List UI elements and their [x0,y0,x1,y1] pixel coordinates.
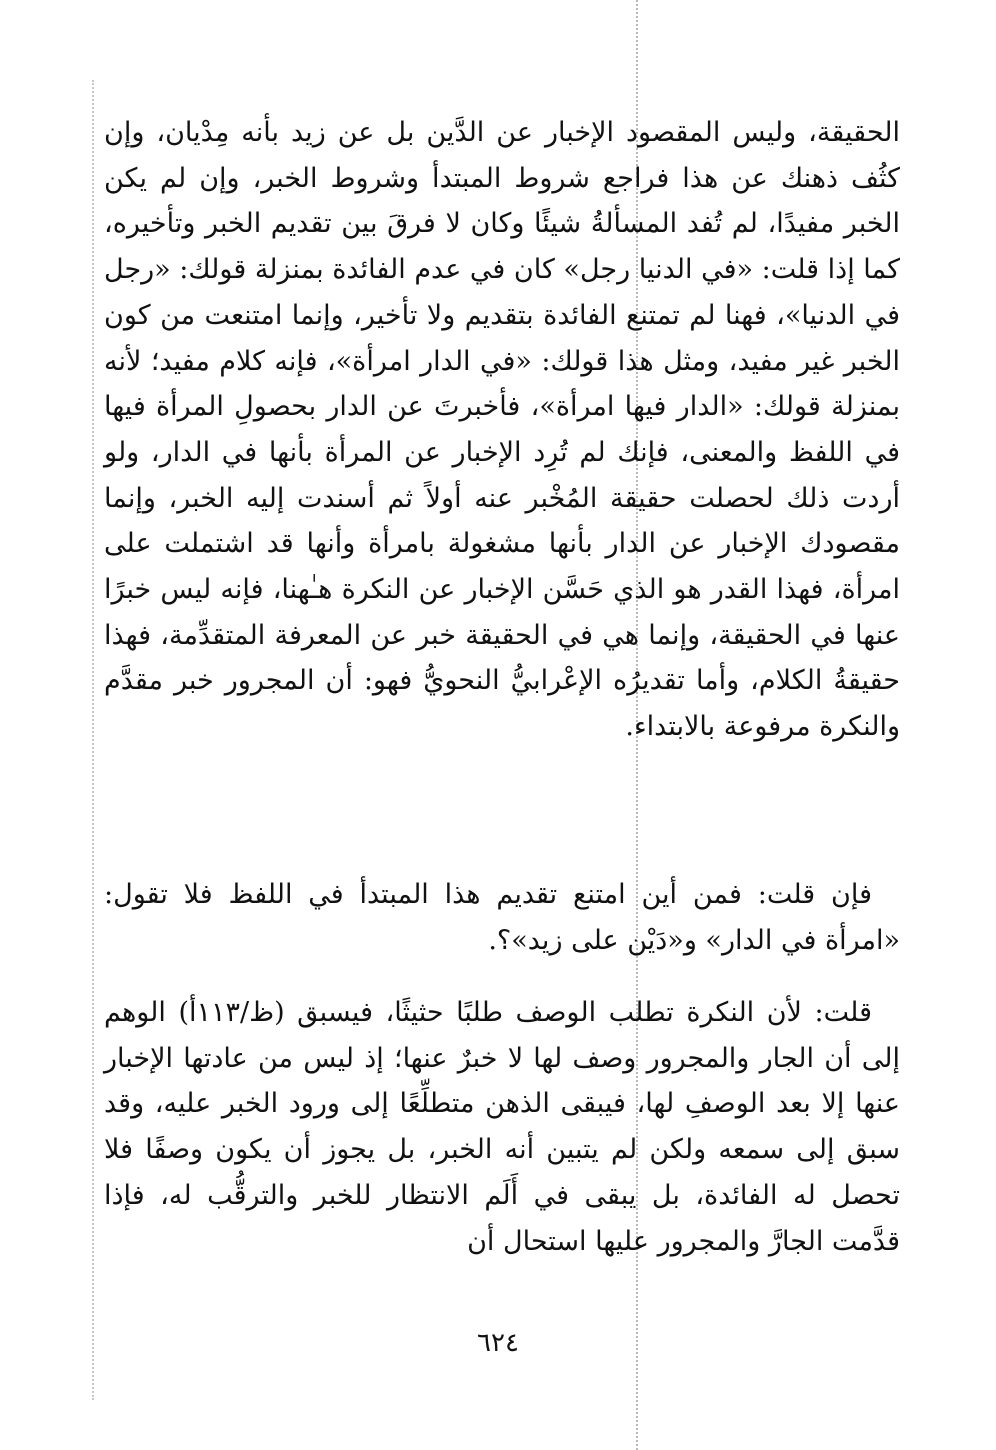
paragraph-text: الحقيقة، وليس المقصود الإخبار عن الدَّين بل عن زيد بأنه مِدْيان، وإن كثُف ذهنك عن هذا فراجع شروط المبتدأ وشروط الخبر، وإن لم يكن الخبر مفيدًا، لم تُفد المسألةُ شيئًا وكان لا فرقَ بين تقديم الخبر وتأخيره، كما إذا قلت: «في الدنيا رجل» كان في عدم الفائدة بمنزلة قولك: «رجل في الدنيا»، فهنا لم تمتنع الفائدة بتقديم ولا تأخير، وإنما امتنعت من كون الخبر غير مفيد، ومثل هذا قولك: «في الدار امرأة»، فإنه كلام مفيد؛ لأنه بمنزلة قولك: «الدار فيها امرأة»، فأخبرتَ عن الدار بحصولِ المرأة فيها في اللفظ والمعنى، فإنك لم تُرِد الإخبار عن المرأة بأنها في الدار، ولو أردت ذلك لحصلت حقيقة المُخْبر عنه أولاً ثم أسندت إليه الخبر، وإنما مقصودك الإخبار عن الدار بأنها مشغولة بامرأة وأنها قد اشتملت على امرأة، فهذا القدر هو الذي حَسَّن الإخبار عن النكرة هـٰهنا، فإنه ليس خبرًا عنها في الحقيقة، وإنما هي في الحقيقة خبر عن المعرفة المتقدِّمة، فهذا حقيقةُ الكلام، وأما تقديرُه الإعْرابيُّ النحويُّ فهو: أن المجرور خبر مقدَّم والنكرة مرفوعة بالابتداء. [104,117,900,743]
paragraph-answer [104,990,900,1264]
margin-guide [92,80,94,1400]
paragraph-continuation [104,110,900,750]
page-number: ٦٢٤ [477,1328,519,1358]
paragraph-question [104,872,900,963]
paragraph-text: قلت: لأن النكرة تطلب الوصف طلبًا حثيثًا، فيسبق (ظ/١١٣أ) الوهم إلى أن الجار والمجرور وصف لها لا خبرٌ عنها؛ إذ ليس من عادتها الإخبار عنها إلا بعد الوصفِ لها، فيبقى الذهن متطلِّعًا إلى ورود الخبر عليه، وقد سبق إلى سمعه ولكن لم يتبين أنه الخبر، بل يجوز أن يكون وصفًا فلا تحصل له الفائدة، بل يبقى في أَلَم الانتظار للخبر والترقُّب له، فإذا قدَّمت الجارَّ والمجرور عليها استحال أن [104,997,900,1257]
paragraph-text: فإن قلت: فمن أين امتنع تقديم هذا المبتدأ في اللفظ فلا تقول: «امرأة في الدار» و«دَيْن على زيد»؟. [104,879,900,956]
